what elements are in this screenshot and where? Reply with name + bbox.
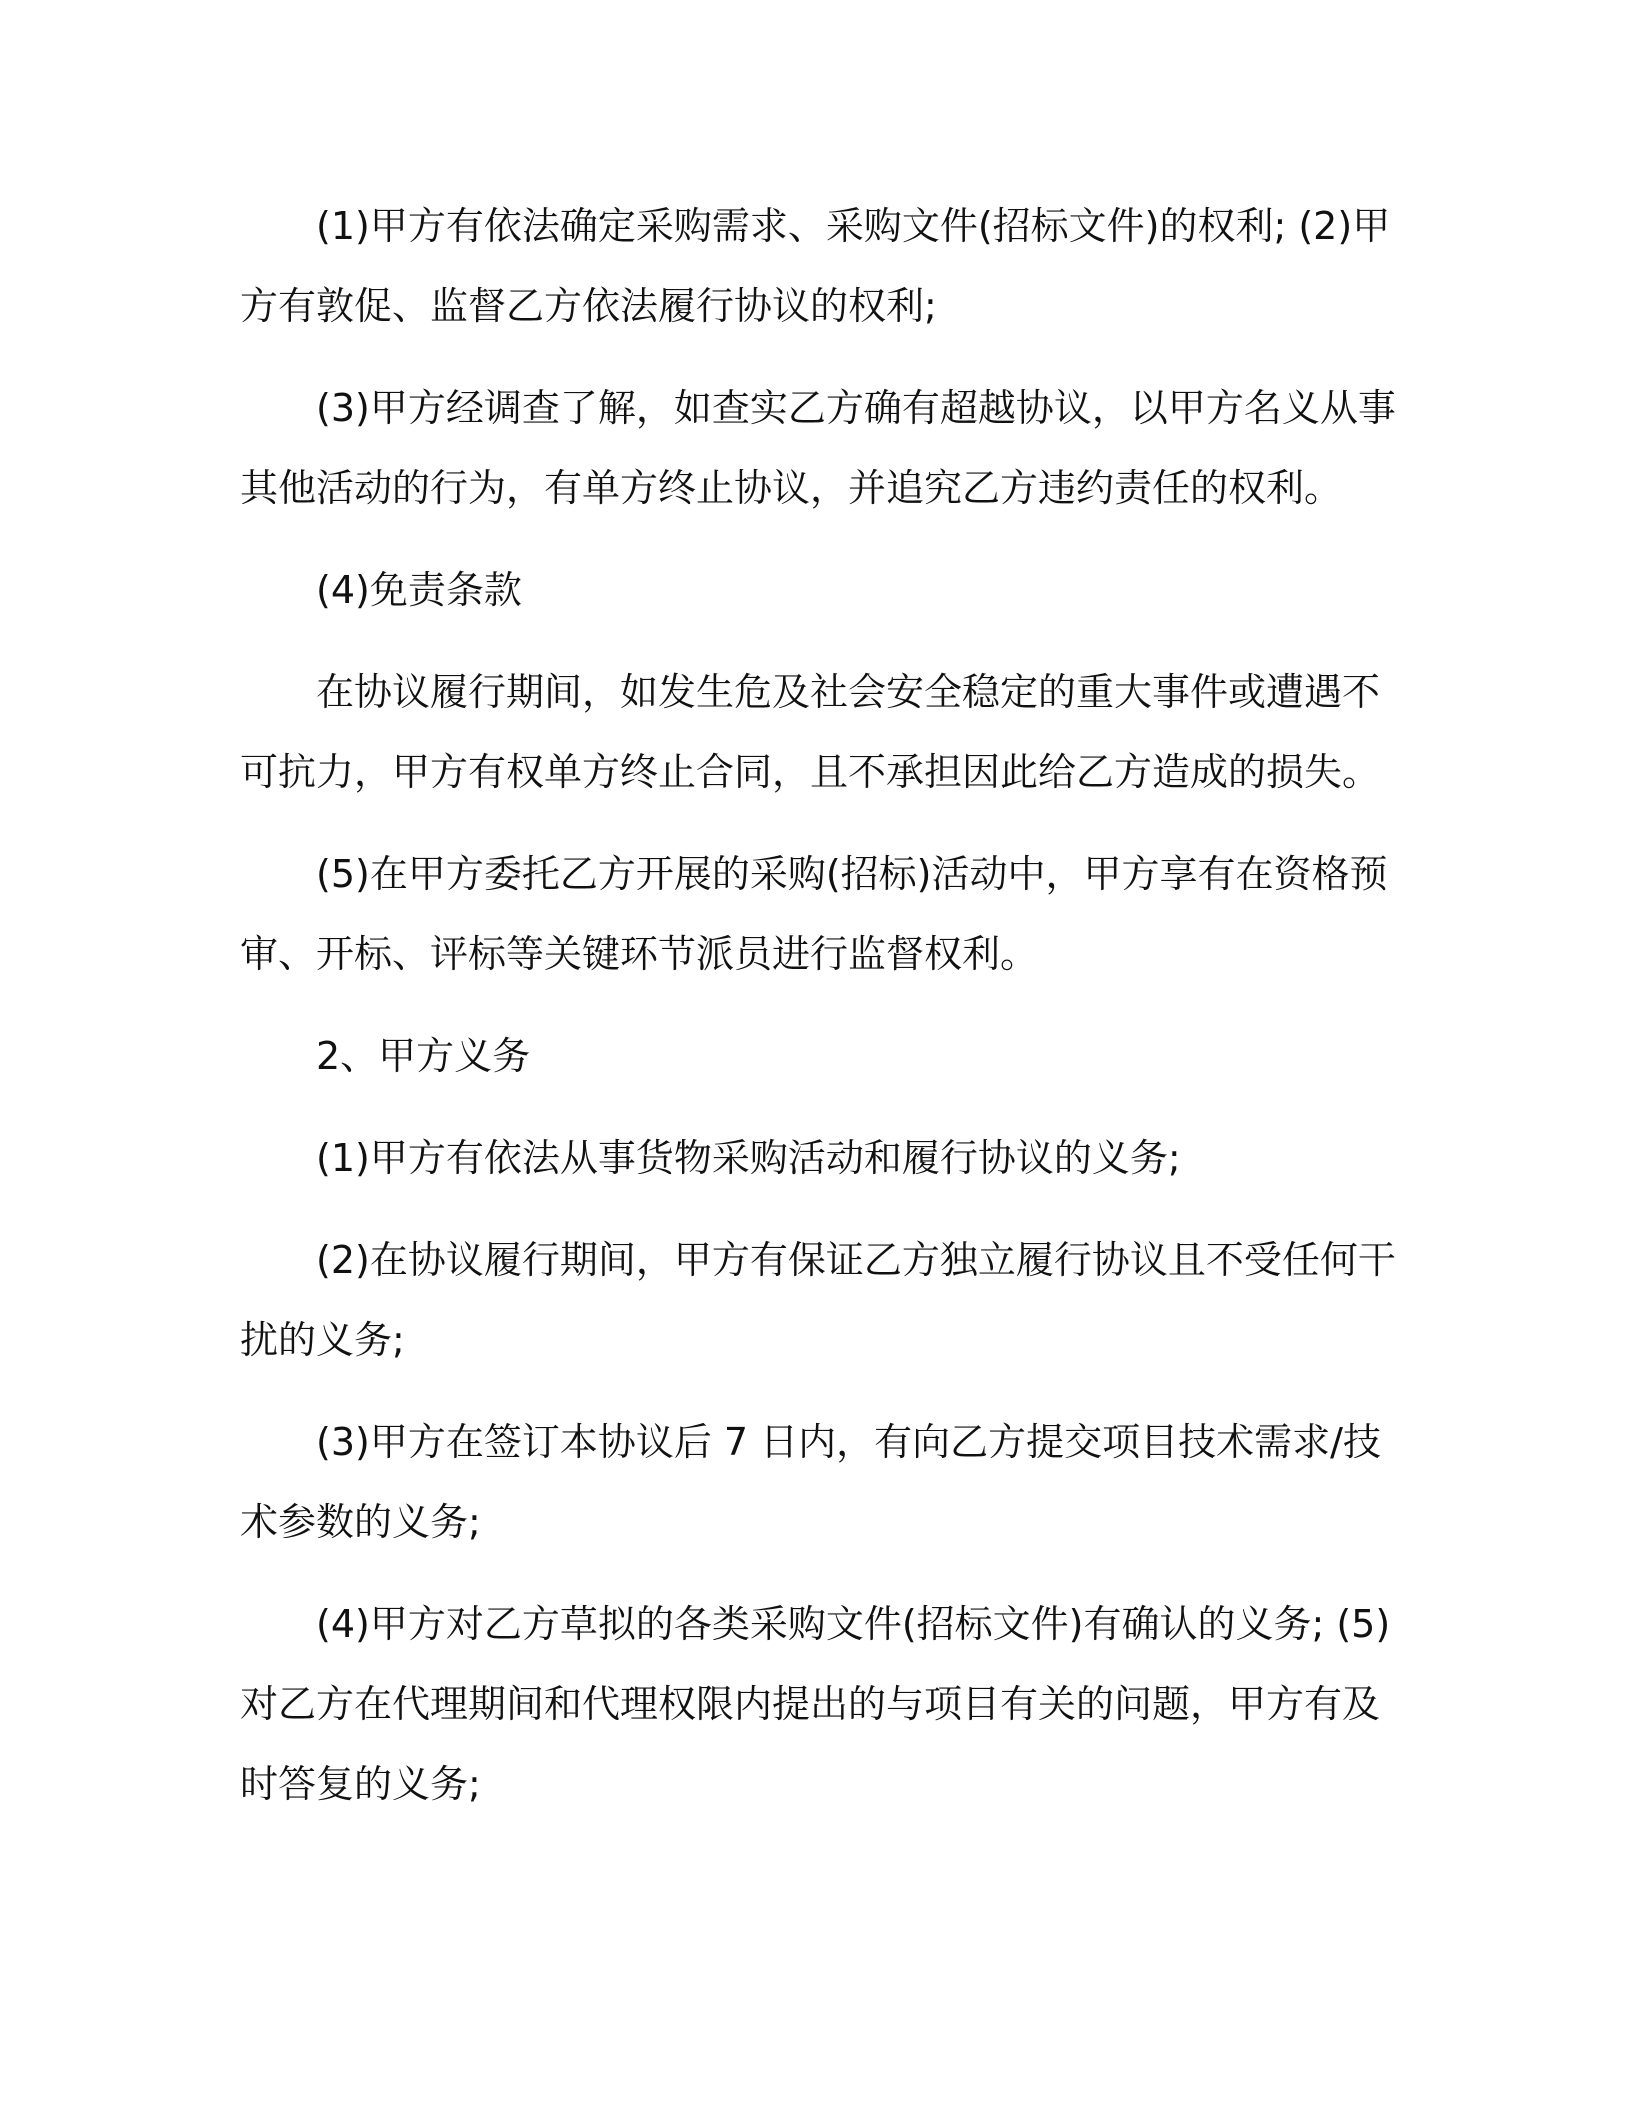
paragraph-rights-3: (3)甲方经调查了解，如查实乙方确有超越协议，以甲方名义从事其他活动的行为，有单方终止协议，并追究乙方违约责任的权利。 <box>240 386 1396 510</box>
paragraph-rights-1-2: (1)甲方有依法确定采购需求、采购文件(招标文件)的权利; (2)甲方有敦促、监督乙方依法履行协议的权利; <box>240 204 1391 328</box>
paragraph-rights-5: (5)在甲方委托乙方开展的采购(招标)活动中，甲方享有在资格预审、开标、评标等关键环节派员进行监督权利。 <box>240 852 1388 976</box>
paragraph-obligation-2: (2)在协议履行期间，甲方有保证乙方独立履行协议且不受任何干扰的义务; <box>240 1238 1396 1362</box>
paragraph-obligation-1: (1)甲方有依法从事货物采购活动和履行协议的义务; <box>316 1136 1181 1180</box>
document-body <box>240 186 1400 1846</box>
paragraph-obligation-4-5: (4)甲方对乙方草拟的各类采购文件(招标文件)有确认的义务; (5)对乙方在代理期间和代理权限内提出的与项目有关的问题，甲方有及时答复的义务; <box>240 1602 1391 1806</box>
paragraph-obligation-3: (3)甲方在签订本协议后 7 日内，有向乙方提交项目技术需求/技术参数的义务; <box>240 1420 1381 1544</box>
section-heading-obligations: 2、甲方义务 <box>316 1034 531 1078</box>
paragraph-rights-4-heading: (4)免责条款 <box>316 568 522 612</box>
paragraph-exemption: 在协议履行期间，如发生危及社会安全稳定的重大事件或遭遇不可抗力，甲方有权单方终止合同，且不承担因此给乙方造成的损失。 <box>240 670 1381 794</box>
